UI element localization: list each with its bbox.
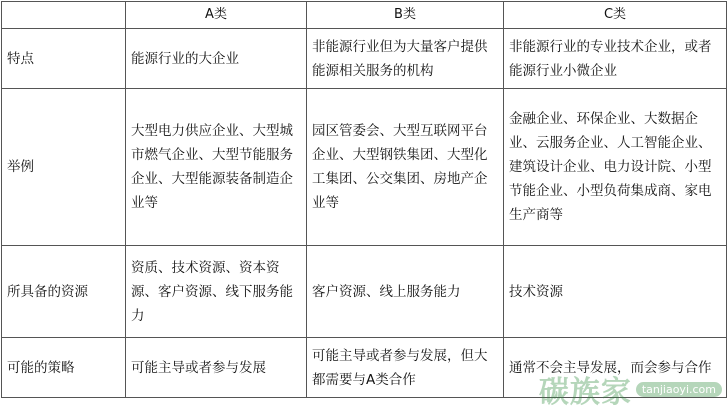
table-cell: 通常不会主导发展，而会参与合作 — [504, 338, 727, 398]
table-row — [2, 246, 727, 338]
table-cell: 客户资源、线上服务能力 — [307, 246, 504, 338]
table-cell: 非能源行业但为大量客户提供能源相关服务的机构 — [307, 29, 504, 89]
watermark-url: tanjiaoyi.com — [636, 382, 722, 397]
row-label: 可能的策略 — [2, 338, 126, 398]
header-cell-b: B类 — [307, 2, 504, 29]
row-label: 所具备的资源 — [2, 246, 126, 338]
table-cell: 非能源行业的专业技术企业，或者能源行业小微企业 — [504, 29, 727, 89]
row-label: 特点 — [2, 29, 126, 89]
comparison-table — [1, 1, 727, 398]
header-row — [2, 2, 727, 29]
table-cell: 金融企业、环保企业、大数据企业、云服务企业、人工智能企业、建筑设计企业、电力设计院、小型节能企业、小型负荷集成商、家电生产商等 — [504, 89, 727, 246]
table-cell: 技术资源 — [504, 246, 727, 338]
table-cell: 可能主导或者参与发展，但大都需要与A类合作 — [307, 338, 504, 398]
header-cell-corner — [2, 2, 126, 29]
watermark-text: 碳族家 — [538, 375, 632, 410]
table-cell: 可能主导或者参与发展 — [126, 338, 307, 398]
table-row — [2, 338, 727, 398]
table-cell: 园区管委会、大型互联网平台企业、大型钢铁集团、大型化工集团、公交集团、房地产企业等 — [307, 89, 504, 246]
row-label: 举例 — [2, 89, 126, 246]
header-cell-c: C类 — [504, 2, 727, 29]
table-cell: 资质、技术资源、资本资源、客户资源、线下服务能力 — [126, 246, 307, 338]
table-row — [2, 89, 727, 246]
header-cell-a: A类 — [126, 2, 307, 29]
table-row — [2, 29, 727, 89]
table-cell: 大型电力供应企业、大型城市燃气企业、大型节能服务企业、大型能源装备制造企业等 — [126, 89, 307, 246]
table-cell: 能源行业的大企业 — [126, 29, 307, 89]
